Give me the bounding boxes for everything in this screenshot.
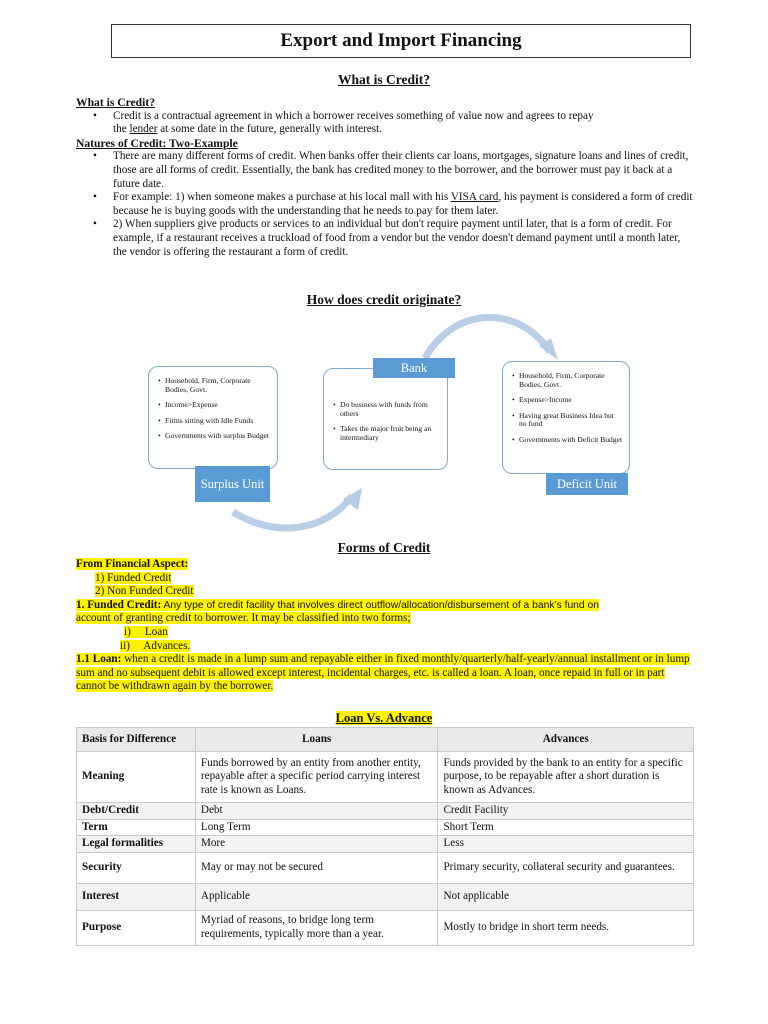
what-is-credit-subheading: What is Credit? — [76, 96, 156, 109]
financial-aspect-label: From Financial Aspect: — [76, 558, 189, 570]
table-header: Loans — [195, 728, 438, 752]
loan-vs-advance-heading-wrap — [0, 711, 768, 726]
table-row — [77, 910, 694, 945]
surplus-item: • Governments with surplus Budget — [165, 432, 271, 441]
bullet1-text: Credit is a contractual agreement in which a borrower receives something of value now and agrees to repay — [113, 109, 594, 122]
table-header: Advances — [438, 728, 694, 752]
funded-form-loan: i) Loan — [124, 625, 168, 638]
bullet-example-supplier: • 2) When suppliers give products or services to an individual but don't require payment until later, that is a form of credit. For example, if a restaurant receives a truckload of food from a vendor but the vendor doesn't demand payment until a month later, the vendor is offering the restaurant a form of credit. — [76, 218, 696, 259]
table-cell: Funds provided by the bank to an entity for a specific purpose, to be repayable after a short duration is known as Advances. — [438, 752, 694, 803]
credit-type-funded: 1) Funded Credit — [95, 571, 172, 584]
funded-form-item — [76, 626, 696, 640]
deficit-unit-label: Deficit Unit — [546, 473, 628, 495]
table-header: Basis for Difference — [77, 728, 196, 752]
financial-aspect-line — [76, 558, 696, 572]
table-row — [77, 819, 694, 836]
loan-label: 1.1 Loan: — [76, 653, 122, 666]
table-row — [77, 803, 694, 820]
loan-vs-advance-heading: Loan Vs. Advance — [335, 711, 433, 725]
table-row — [77, 883, 694, 910]
table-cell: Less — [438, 836, 694, 853]
forms-of-credit-section — [76, 558, 696, 694]
table-cell: Legal formalities — [77, 836, 196, 853]
bullet3-post: , his payment is considered a form of credit because he is buying goods with the understanding that he needs to pay for them later. — [113, 191, 693, 217]
funded-credit-text-line2: account of granting credit to borrower. It may be classified into two forms; — [76, 612, 411, 625]
table-cell: Primary security, collateral security and guarantees. — [438, 852, 694, 883]
bullet-credit-definition — [76, 110, 696, 137]
table-cell: Long Term — [195, 819, 438, 836]
bank-box — [323, 368, 448, 470]
table-cell: More — [195, 836, 438, 853]
funded-credit-text: Any type of credit facility that involves direct outflow/allocation/disbursement of a bank’s fund on — [161, 599, 599, 611]
credit-type-item — [76, 572, 696, 586]
table-cell: Funds borrowed by an entity from another entity, repayable after a specific period carrying interest rate is known as Loans. — [195, 752, 438, 803]
natures-of-credit-subheading: Natures of Credit: Two-Example — [76, 136, 238, 150]
funded-credit-label: 1. Funded Credit: — [76, 598, 162, 611]
table-cell: Debt — [195, 803, 438, 820]
bank-item: • Takes the major fruit being an intermediary — [340, 425, 441, 442]
bullet1-post: at some date in the future, generally with interest. — [157, 123, 383, 136]
loan-text: when a credit is made in a lump sum and repayable either in fixed monthly/quarterly/half-yearly/annual installment or in lump sum and no subsequent debit is allowed except interest, incidental charges, etc. is called a loan. A loan, once repaid in full or in part cannot be withdrawn again by the borrower. — [76, 653, 690, 693]
visa-card-link[interactable]: VISA card — [450, 191, 499, 204]
deficit-item: • Governments with Deficit Budget — [519, 436, 623, 445]
forms-of-credit-heading: Forms of Credit — [337, 540, 431, 555]
arrow-bank-to-deficit — [425, 317, 550, 358]
table-cell: Purpose — [77, 910, 196, 945]
table-cell: Applicable — [195, 883, 438, 910]
surplus-unit-label: Surplus Unit — [195, 466, 270, 502]
bank-item: • Do business with funds from others — [340, 401, 441, 418]
table-cell: Short Term — [438, 819, 694, 836]
loan-paragraph — [76, 653, 696, 694]
table-cell: Mostly to bridge in short term needs. — [438, 910, 694, 945]
bank-label: Bank — [373, 358, 455, 378]
deficit-item: • Expense>Income — [519, 396, 623, 405]
document-title: Export and Import Financing — [111, 24, 691, 58]
surplus-item: • Household, Firm, Corporate Bodies, Govt. — [165, 377, 271, 394]
table-cell: Not applicable — [438, 883, 694, 910]
surplus-item: • Firms sitting with Idle Funds — [165, 417, 271, 426]
funded-credit-paragraph — [76, 599, 696, 626]
table-cell: Interest — [77, 883, 196, 910]
bullet1-the: the — [113, 123, 130, 136]
surplus-unit-box — [148, 366, 278, 469]
deficit-item: • Household, Firm, Corporate Bodies, Govt. — [519, 372, 623, 389]
funded-form-item — [76, 640, 696, 654]
bullet-example-visa — [76, 191, 696, 218]
deficit-unit-box — [502, 361, 630, 474]
table-cell: Term — [77, 819, 196, 836]
surplus-item: • Income>Expense — [165, 401, 271, 410]
table-cell: Security — [77, 852, 196, 883]
table-row — [77, 752, 694, 803]
bullet3-pre: For example: 1) when someone makes a purchase at his local mall with his — [113, 191, 451, 204]
table-cell: Myriad of reasons, to bridge long term requirements, typically more than a year. — [195, 910, 438, 945]
table-header-row — [77, 728, 694, 752]
table-row — [77, 852, 694, 883]
credit-definition-section — [76, 96, 696, 259]
table-row — [77, 836, 694, 853]
loan-vs-advance-table — [76, 727, 694, 946]
deficit-item: • Having great Business Idea but no fund — [519, 412, 623, 429]
credit-origin-heading: How does credit originate? — [306, 292, 462, 307]
what-is-credit-heading: What is Credit? — [337, 72, 430, 87]
table-cell: Meaning — [77, 752, 196, 803]
bullet-forms-of-credit: • There are many different forms of credit. When banks offer their clients car loans, mortgages, signature loans and lines of credit, those are all forms of credit. Essentially, the bank has credited money to the borrower, and the borrower must pay it back at a future date. — [76, 150, 696, 191]
table-cell: Credit Facility — [438, 803, 694, 820]
table-cell: May or may not be secured — [195, 852, 438, 883]
table-cell: Debt/Credit — [77, 803, 196, 820]
credit-type-non-funded: 2) Non Funded Credit — [95, 585, 194, 598]
lender-link[interactable]: lender — [129, 123, 158, 136]
credit-type-item — [76, 585, 696, 599]
funded-form-advances: ii) Advances. — [120, 639, 191, 652]
